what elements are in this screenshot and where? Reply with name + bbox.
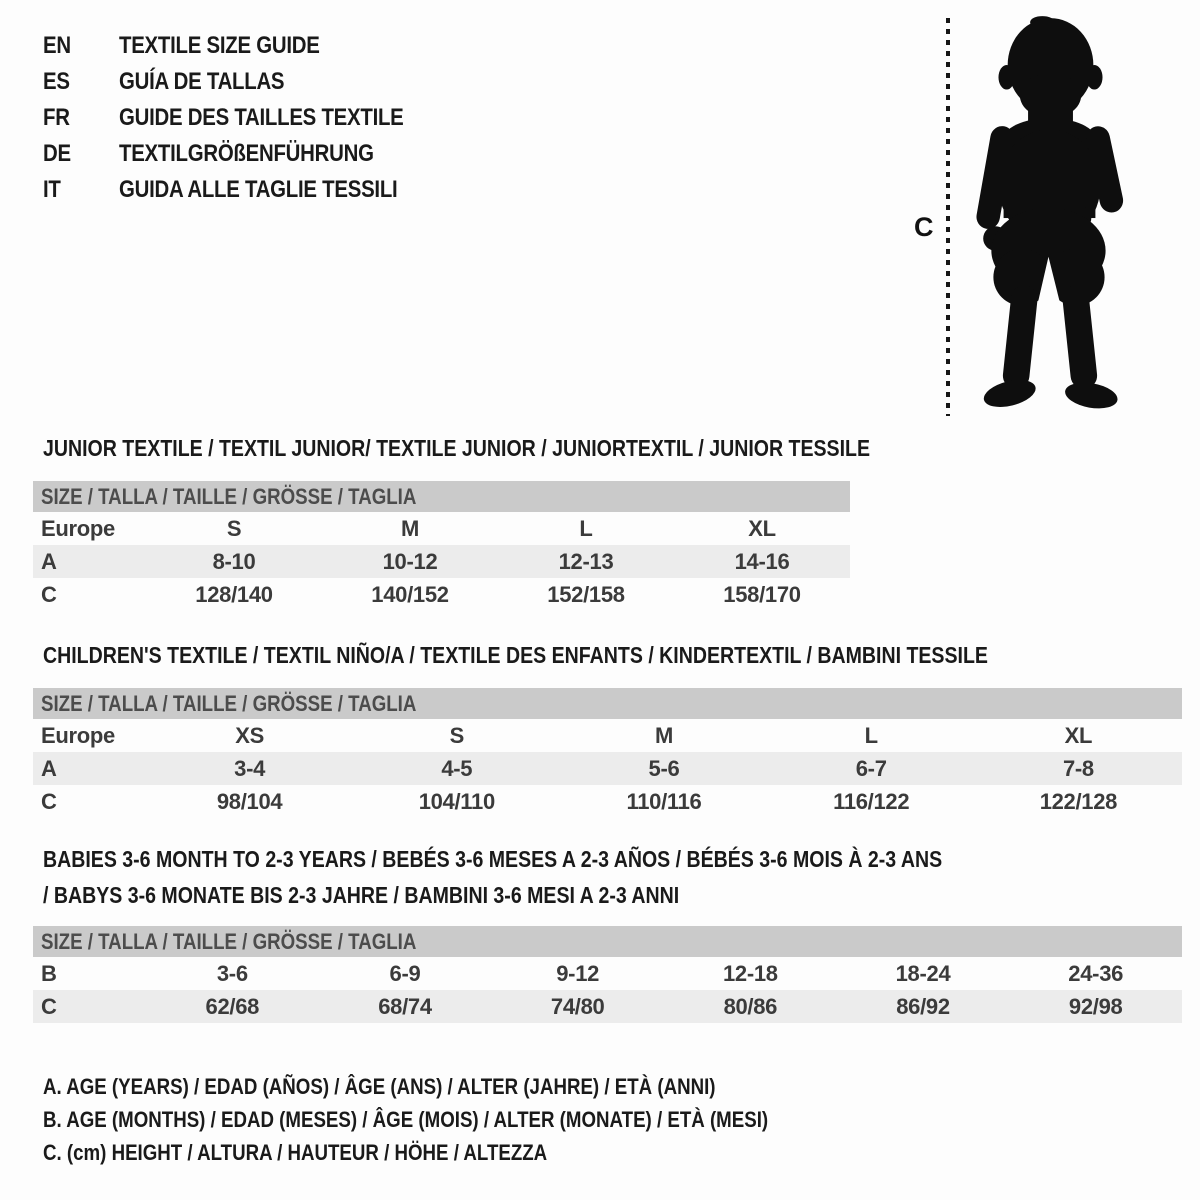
row-label: A <box>41 548 57 574</box>
table-cell: 98/104 <box>216 788 283 814</box>
table-row <box>33 545 850 578</box>
section-title-children-text: CHILDREN'S TEXTILE / TEXTIL NIÑO/A / TEXTILE DES ENFANTS / KINDERTEXTIL / BAMBINI TESSILE <box>43 642 988 668</box>
table-cell: 10-12 <box>382 548 438 574</box>
size-table-header-text: SIZE / TALLA / TAILLE / GRÖSSE / TAGLIA <box>41 928 417 954</box>
language-title-list <box>43 28 454 208</box>
size-table-children <box>33 688 1182 818</box>
table-cell: 62/68 <box>205 993 260 1019</box>
table-cell: 104/110 <box>418 788 495 814</box>
table-cell: S <box>226 515 242 541</box>
table-row <box>33 719 1182 752</box>
height-measure-label-c: C <box>914 212 934 242</box>
table-cell: 8-10 <box>212 548 256 574</box>
table-cell: 7-8 <box>1062 755 1094 781</box>
table-row <box>33 785 1182 818</box>
table-cell: 152/158 <box>547 581 625 607</box>
row-label: C <box>41 581 57 607</box>
table-cell: 5-6 <box>648 755 680 781</box>
row-label: Europe <box>41 515 115 541</box>
size-table-header-bar <box>33 688 1182 719</box>
footnote-list <box>43 1070 896 1169</box>
table-cell: L <box>864 722 878 748</box>
table-row <box>33 752 1182 785</box>
height-measure-dashed-line <box>946 18 950 416</box>
table-cell: 3-4 <box>234 755 266 781</box>
footnote-a: A. AGE (YEARS) / EDAD (AÑOS) / ÂGE (ANS) / ALTER (JAHRE) / ETÀ (ANNI) <box>43 1074 716 1099</box>
language-row-fr <box>43 100 454 136</box>
table-row <box>33 990 1182 1023</box>
table-cell: 18-24 <box>895 960 951 986</box>
table-cell: 68/74 <box>378 993 432 1019</box>
guide-title-de: TEXTILGRÖßENFÜHRUNG <box>119 140 374 167</box>
table-cell: 4-5 <box>441 755 473 781</box>
size-table-header-text: SIZE / TALLA / TAILLE / GRÖSSE / TAGLIA <box>41 690 417 716</box>
table-cell: 158/170 <box>723 581 801 607</box>
toddler-silhouette-icon <box>960 12 1140 420</box>
size-table-rows <box>33 719 1182 818</box>
table-cell: M <box>400 515 420 541</box>
table-cell: XS <box>235 722 264 748</box>
table-cell: 9-12 <box>556 960 600 986</box>
table-cell: 6-7 <box>855 755 887 781</box>
guide-title-en: TEXTILE SIZE GUIDE <box>119 32 320 59</box>
table-cell: 14-16 <box>734 548 790 574</box>
size-table-header-bar <box>33 926 1182 957</box>
table-row <box>33 578 850 611</box>
footnote-c: C. (cm) HEIGHT / ALTURA / HAUTEUR / HÖHE / ALTEZZA <box>43 1140 548 1165</box>
language-code: DE <box>43 140 71 167</box>
size-table-babies <box>33 926 1182 1023</box>
table-cell: 3-6 <box>216 960 248 986</box>
table-cell: 80/86 <box>723 993 778 1019</box>
table-cell: 92/98 <box>1068 993 1123 1019</box>
table-cell: 128/140 <box>195 581 273 607</box>
table-cell: M <box>654 722 674 748</box>
footnote-b: B. AGE (MONTHS) / EDAD (MESES) / ÂGE (MOIS) / ALTER (MONATE) / ETÀ (MESI) <box>43 1107 769 1132</box>
section-title-junior-text: JUNIOR TEXTILE / TEXTIL JUNIOR/ TEXTILE JUNIOR / JUNIORTEXTIL / JUNIOR TESSILE <box>43 435 871 461</box>
size-table-header-text: SIZE / TALLA / TAILLE / GRÖSSE / TAGLIA <box>41 483 417 509</box>
language-code: ES <box>43 68 70 95</box>
size-table-rows <box>33 512 850 611</box>
language-row-es <box>43 64 454 100</box>
section-title-children <box>43 637 1155 673</box>
size-table-rows <box>33 957 1182 1023</box>
section-title-babies <box>43 841 1103 913</box>
language-code: FR <box>43 104 70 131</box>
language-row-en <box>43 28 454 64</box>
table-row <box>33 512 850 545</box>
table-cell: XL <box>1064 722 1093 748</box>
language-row-it <box>43 172 454 208</box>
table-cell: 74/80 <box>550 993 605 1019</box>
table-cell: 24-36 <box>1068 960 1124 986</box>
table-cell: 86/92 <box>896 993 950 1019</box>
section-title-babies-text: BABIES 3-6 MONTH TO 2-3 YEARS / BEBÉS 3-6 MESES A 2-3 AÑOS / BÉBÉS 3-6 MOIS À 2-3 ANS / BABYS 3-6 MONATE BIS 2-3 JAHRE / BAMBINI 3-6 MESI A 2-3 ANNI <box>43 846 943 908</box>
table-cell: 12-13 <box>558 548 614 574</box>
table-cell: L <box>579 515 593 541</box>
language-code: EN <box>43 32 71 59</box>
row-label: B <box>41 960 57 986</box>
language-code: IT <box>43 176 61 203</box>
table-cell: 140/152 <box>371 581 449 607</box>
row-label: C <box>41 993 57 1019</box>
table-cell: 12-18 <box>722 960 778 986</box>
guide-title-it: GUIDA ALLE TAGLIE TESSILI <box>119 176 398 203</box>
table-row <box>33 957 1182 990</box>
table-cell: XL <box>748 515 776 541</box>
table-cell: 6-9 <box>389 960 421 986</box>
table-cell: 122/128 <box>1039 788 1118 814</box>
size-table-junior <box>33 481 850 611</box>
guide-title-fr: GUIDE DES TAILLES TEXTILE <box>119 104 404 131</box>
size-table-header-bar <box>33 481 850 512</box>
table-cell: 110/116 <box>626 788 702 814</box>
guide-title-es: GUÍA DE TALLAS <box>119 68 285 95</box>
row-label: A <box>41 755 57 781</box>
table-cell: 116/122 <box>833 788 910 814</box>
language-row-de <box>43 136 454 172</box>
row-label: C <box>41 788 57 814</box>
table-cell: S <box>449 722 464 748</box>
row-label: Europe <box>41 722 115 748</box>
section-title-junior <box>43 430 1016 466</box>
